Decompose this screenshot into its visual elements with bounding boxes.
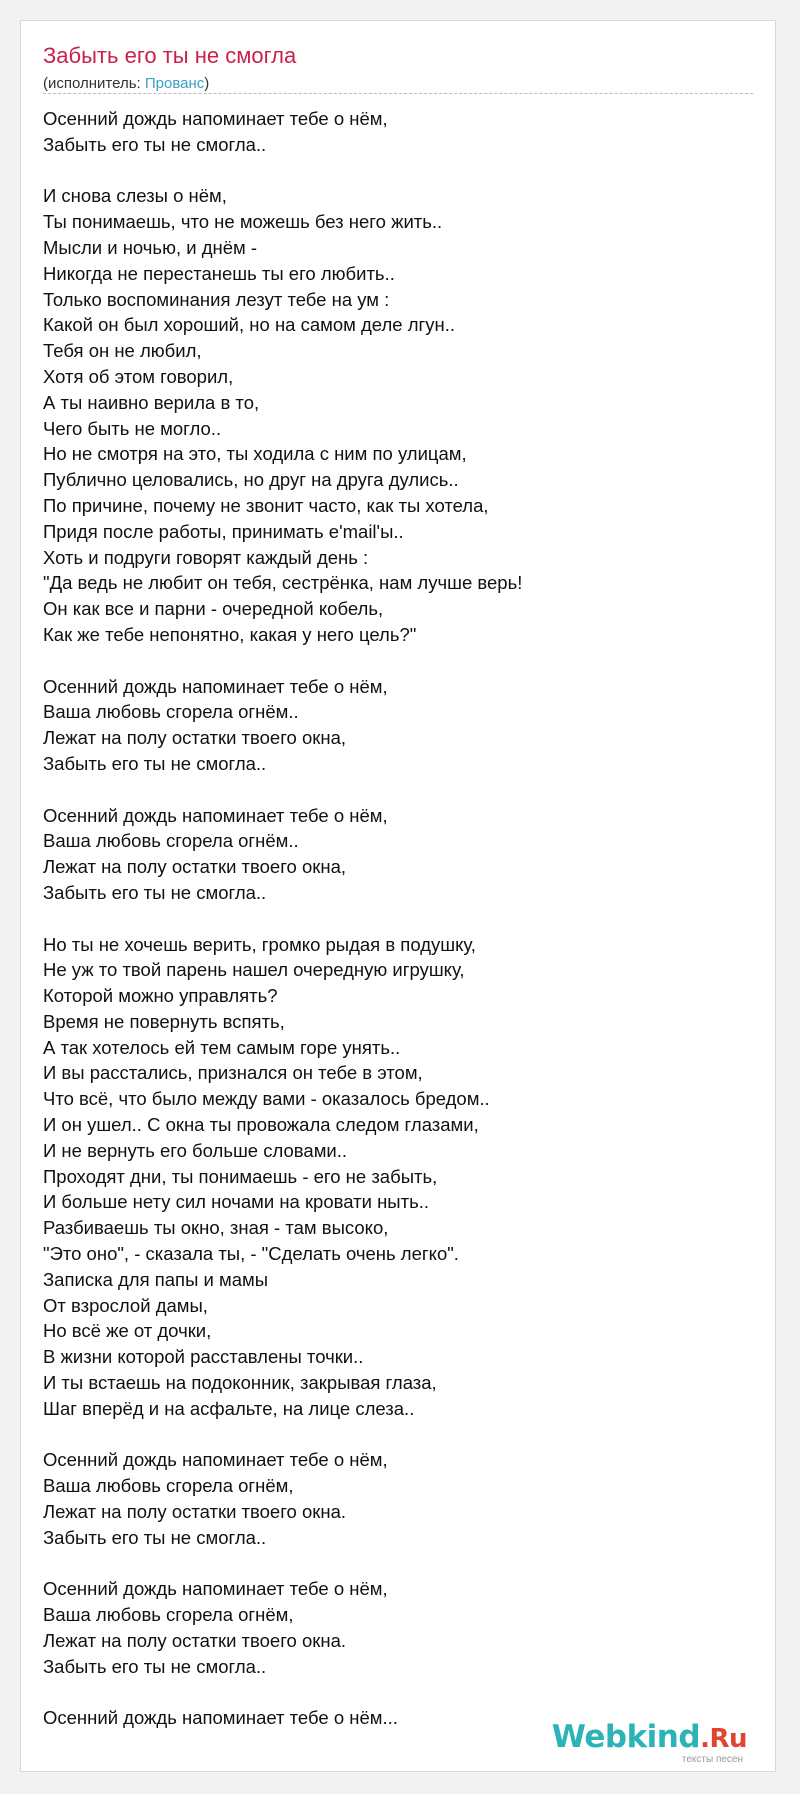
lyrics-line: Забыть его ты не смогла..	[43, 752, 267, 774]
song-title: Забыть его ты не смогла	[43, 43, 297, 68]
lyrics-line: Никогда не перестанешь ты его любить..	[43, 262, 395, 284]
logo-main-text: Webkind	[551, 1719, 701, 1755]
lyrics-line: Лежат на полу остатки твоего окна,	[43, 856, 347, 878]
lyrics-line: Тебя он не любил,	[43, 340, 202, 362]
lyrics-line: Осенний дождь напоминает тебе о нём,	[43, 108, 388, 129]
lyrics-line: В жизни которой расставлены точки..	[43, 1346, 364, 1368]
lyrics-line: От взрослой дамы,	[43, 1294, 208, 1316]
lyrics-stanza	[43, 1576, 743, 1679]
artist-suffix: )	[204, 75, 210, 92]
lyrics-line: Ваша любовь сгорела огнём,	[43, 1604, 294, 1626]
site-logo[interactable]	[552, 1720, 747, 1765]
lyrics-stanza	[43, 932, 743, 1422]
lyrics-line: А ты наивно верила в то,	[43, 391, 260, 413]
lyrics-stanza	[43, 1447, 743, 1550]
lyrics-line: Ваша любовь сгорела огнём..	[43, 701, 299, 723]
lyrics-line: Шаг вперёд и на асфальте, на лице слеза..	[43, 1397, 415, 1419]
header-divider	[43, 93, 753, 94]
lyrics-line: Проходят дни, ты понимаешь - его не забыть,	[43, 1165, 438, 1187]
lyrics-line: И ты встаешь на подоконник, закрывая глаза,	[43, 1372, 437, 1394]
lyrics-line: Придя после работы, принимать e'mail'ы..	[43, 520, 404, 542]
lyrics-line: И вы расстались, признался он тебе в этом,	[43, 1062, 423, 1084]
lyrics-line: Осенний дождь напоминает тебе о нём,	[43, 675, 388, 697]
lyrics-body	[43, 106, 743, 1757]
lyrics-line: Публично целовались, но друг на друга дулись..	[43, 469, 459, 491]
lyrics-line: Какой он был хороший, но на самом деле лгун..	[43, 314, 455, 336]
lyrics-line: Чего быть не могло..	[43, 417, 222, 439]
artist-link[interactable]: Прованс	[144, 75, 205, 92]
lyrics-stanza	[43, 674, 743, 777]
lyrics-line: "Это оно", - сказала ты, - "Сделать очень легко".	[43, 1243, 459, 1265]
lyrics-line: Но ты не хочешь верить, громко рыдая в подушку,	[43, 933, 476, 955]
lyrics-line: И снова слезы о нём,	[43, 185, 227, 207]
lyrics-line: Хоть и подруги говорят каждый день :	[43, 546, 369, 568]
logo-subtitle: тексты песен	[681, 1754, 743, 1765]
lyrics-line: А так хотелось ей тем самым горе унять..	[43, 1036, 401, 1058]
lyrics-line: Хотя об этом говорил,	[43, 365, 234, 387]
lyrics-line: Время не повернуть вспять,	[43, 1010, 285, 1032]
lyrics-line: Записка для папы и мамы	[43, 1268, 268, 1290]
lyrics-line: Он как все и парни - очередной кобель,	[43, 598, 384, 620]
lyrics-line: И не вернуть его больше словами..	[43, 1139, 348, 1161]
lyrics-stanza	[43, 106, 743, 158]
lyrics-line: "Да ведь не любит он тебя, сестрёнка, нам лучше верь!	[43, 572, 523, 594]
lyrics-line: Не уж то твой парень нашел очередную игрушку,	[43, 959, 465, 981]
lyrics-line: Которой можно управлять?	[43, 985, 278, 1007]
artist-prefix: (исполнитель:	[43, 75, 145, 92]
lyrics-line: Как же тебе непонятно, какая у него цель?"	[43, 623, 417, 645]
lyrics-line: Лежат на полу остатки твоего окна.	[43, 1630, 347, 1652]
lyrics-line: Забыть его ты не смогла..	[43, 1655, 267, 1677]
lyrics-line: Осенний дождь напоминает тебе о нём,	[43, 1578, 388, 1600]
lyrics-stanza	[43, 183, 743, 647]
lyrics-line: Забыть его ты не смогла..	[43, 133, 267, 155]
lyrics-line: Ты понимаешь, что не можешь без него жить..	[43, 211, 443, 233]
lyrics-line: Осенний дождь напоминает тебе о нём,	[43, 804, 388, 826]
logo-tld: .Ru	[700, 1724, 747, 1754]
lyrics-line: И он ушел.. С окна ты провожала следом глазами,	[43, 1114, 479, 1136]
artist-line	[43, 75, 209, 92]
lyrics-line: Забыть его ты не смогла..	[43, 881, 267, 903]
lyrics-stanza	[43, 803, 743, 906]
lyrics-line: И больше нету сил ночами на кровати ныть..	[43, 1191, 429, 1213]
lyrics-line: Ваша любовь сгорела огнём,	[43, 1475, 294, 1497]
lyrics-line: Осенний дождь напоминает тебе о нём...	[43, 1707, 398, 1729]
lyrics-line: По причине, почему не звонит часто, как ты хотела,	[43, 494, 489, 516]
lyrics-line: Но всё же от дочки,	[43, 1320, 212, 1342]
lyrics-line: Ваша любовь сгорела огнём..	[43, 830, 299, 852]
lyrics-line: Забыть его ты не смогла..	[43, 1526, 267, 1548]
lyrics-line: Разбиваешь ты окно, зная - там высоко,	[43, 1217, 389, 1239]
lyrics-line: Но не смотря на это, ты ходила с ним по улицам,	[43, 443, 467, 465]
lyrics-line: Осенний дождь напоминает тебе о нём,	[43, 1449, 388, 1471]
lyrics-line: Лежат на полу остатки твоего окна,	[43, 727, 347, 749]
logo-wordmark	[552, 1720, 747, 1756]
lyrics-line: Мысли и ночью, и днём -	[43, 236, 258, 258]
lyrics-line: Только воспоминания лезут тебе на ум :	[43, 288, 390, 310]
lyrics-line: Лежат на полу остатки твоего окна.	[43, 1501, 347, 1523]
lyrics-card	[20, 20, 776, 1772]
lyrics-line: Что всё, что было между вами - оказалось бредом..	[43, 1088, 490, 1110]
